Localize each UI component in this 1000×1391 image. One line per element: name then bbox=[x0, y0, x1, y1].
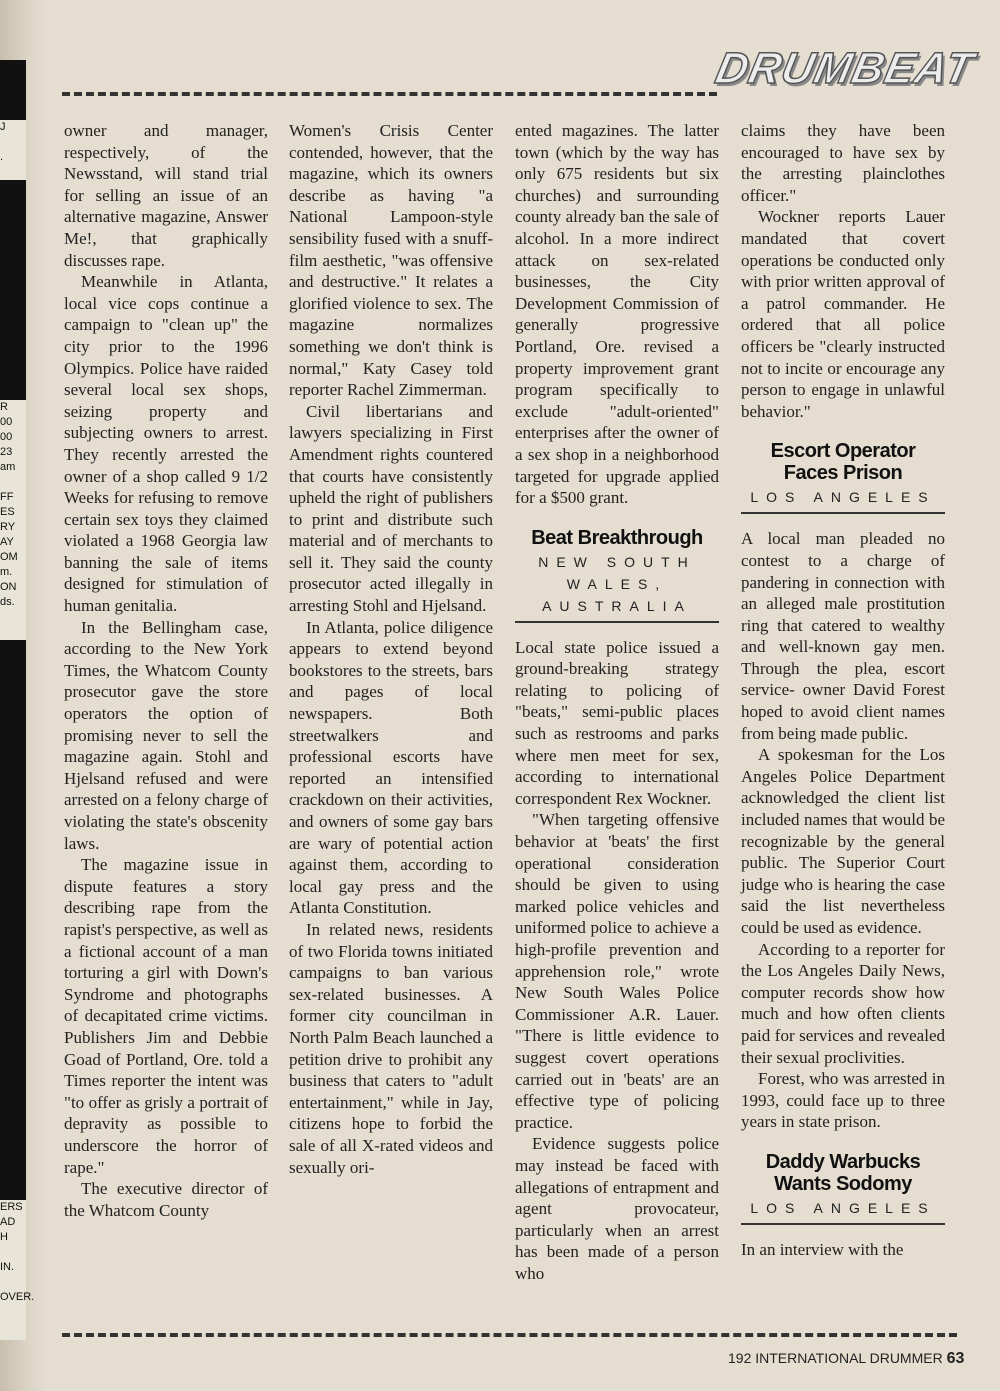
paragraph: A spokesman for the Los Angeles Police Department acknowledged the client list included names that would be recognizable by the general public. The Superior Court judge who is hearing the case said the list nevertheless could be used as evidence. bbox=[741, 745, 945, 937]
paragraph: The executive director of the Whatcom County bbox=[64, 1179, 268, 1220]
paragraph: In an interview with the bbox=[741, 1239, 904, 1259]
paragraph: Civil libertarians and lawyers specializing in First Amendment rights countered that courts have consistently upheld the right of publishers to print and distribute such material and of merchants to sell it. They said the county prosecutor acted illegally in arresting Stohl and Hjelsand. bbox=[289, 401, 493, 616]
drumbeat-logo: DRUMBEAT bbox=[711, 44, 979, 93]
footer-dashed-rule bbox=[62, 1333, 957, 1337]
paragraph: owner and manager, respectively, of the Newsstand, will stand trial for selling an issue of an alternative magazine, Answer Me!, that graphically discusses rape. bbox=[64, 121, 268, 270]
section-rule bbox=[741, 1223, 945, 1225]
adjacent-page-fragment-mid: R 00 00 23 am FF ES RY AY OM m. ON ds. bbox=[0, 400, 26, 640]
paragraph: Local state police issued a ground-breaking strategy relating to policing of "beats," semi-public places such as restrooms and parks where men meet for sex, according to international correspondent Rex Wockner. bbox=[515, 637, 719, 808]
paragraph: ented magazines. The latter town (which by the way has only 675 residents but six churches) and surrounding county already ban the sale of alcohol. In a more indirect attack on sex-related businesses, the City Development Commission of generally progressive Portland, Ore. revised a property improvement grant program specifically to exclude "adult-oriented" enterprises after the owner of a sex shop in a neighborhood targeted for upgrade applied for a $500 grant. bbox=[515, 121, 719, 508]
paragraph: Wockner reports Lauer mandated that covert operations be conducted only with prior written approval of a patrol commander. He ordered that all police officers be "clearly instructed not to incite or encourage any person to engage in unlawful behavior." bbox=[741, 207, 945, 421]
paragraph: In the Bellingham case, according to the New York Times, the Whatcom County prosecutor gave the store operators the option of promising never to sell the magazine again. Stohl and Hjelsand refused and were arrested on a felony charge of violating the state's obscenity laws. bbox=[64, 617, 268, 853]
section-heading bbox=[741, 1151, 945, 1225]
paragraph: In Atlanta, police diligence appears to extend beyond bookstores to the streets, bars and pages of local newspapers. Both streetwalkers and professional escorts have reported an intensified crackdown on their activities, and owners of some gay bars are wary of potential action against them, according to local gay press and the Atlanta Constitution. bbox=[289, 617, 493, 918]
section-dateline: LOS ANGELES bbox=[750, 489, 936, 506]
section-dateline: NEW SOUTH WALES, AUSTRALIA bbox=[538, 553, 696, 614]
paragraph: According to a reporter for the Los Angeles Daily News, computer records show how much and how often clients paid for services and revealed their sexual proclivities. bbox=[741, 939, 945, 1067]
section-title: Beat Breakthrough bbox=[531, 526, 703, 549]
section-dateline: LOS ANGELES bbox=[750, 1199, 936, 1216]
section-rule bbox=[515, 621, 719, 623]
footer-issue: 192 INTERNATIONAL DRUMMER bbox=[728, 1350, 943, 1366]
paragraph: The magazine issue in dispute features a story describing rape from the rapist's perspective, as well as a fictional account of a man torturing a girl with Down's Syndrome and photographs of decapitated crime victims. Publishers Jim and Debbie Goad of Portland, Ore. told a Times reporter the intent was "to offer as grisly a portrait of depravity as possible to underscore the horror of rape." bbox=[64, 855, 268, 1177]
paragraph: claims they have been encouraged to have sex by the arresting plainclothes officer." bbox=[741, 121, 945, 205]
paragraph: A local man pleaded no contest to a charge of pandering in connection with an alleged male prostitution ring that catered to wealthy and well-known gay men. Through the plea, escort service- owner David Forest hoped to avoid client names from being made public. bbox=[741, 529, 945, 743]
article-column-1 bbox=[64, 120, 268, 1221]
paragraph: Meanwhile in Atlanta, local vice cops continue a campaign to "clean up" the city prior to the 1996 Olympics. Police have raided several local sex shops, seizing property and subjecting owners to arrest. They recently arrested the owner of a shop called 9 1/2 Weeks for refusing to remove certain sex toys they claimed violated a 1968 Georgia law banning the sale of items designed for stimulation of human genitalia. bbox=[64, 272, 268, 616]
article-column-2 bbox=[289, 120, 493, 1178]
page-number: 63 bbox=[946, 1350, 965, 1367]
article-column-4 bbox=[741, 120, 945, 1261]
adjacent-page-black-bar bbox=[0, 60, 26, 1340]
section-rule bbox=[741, 512, 945, 514]
section-title: Escort Operator Faces Prison bbox=[770, 440, 916, 485]
section-heading bbox=[741, 440, 945, 514]
paragraph: Evidence suggests police may instead be faced with allegations of entrapment and agent provocateur, particularly when an arrest has been made of a person who bbox=[515, 1134, 719, 1283]
paragraph: Women's Crisis Center contended, however, that the magazine, which its owners describe as having "a National Lampoon-style sensibility fused with a snuff-film aesthetic, "was offensive and destructive." It relates a glorified violence to sex. The magazine normalizes something we don't think is normal," Katy Casey told reporter Rachel Zimmerman. bbox=[289, 121, 493, 400]
page-footer bbox=[728, 1350, 964, 1368]
paragraph: In related news, residents of two Florida towns initiated campaigns to ban various sex-related businesses. A former city councilman in North Palm Beach launched a petition drive to prohibit any business that caters to "adult entertainment," while in Jay, citizens hope to forbid the sale of all X-rated videos and sexually ori- bbox=[289, 919, 493, 1177]
adjacent-page-fragment-bottom: ERS AD H IN. OVER. bbox=[0, 1200, 26, 1340]
paragraph: "When targeting offensive behavior at 'beats' the first operational consideration should be given to using marked police vehicles and uniformed police to achieve a high-profile prevention and apprehension role," wrote New South Wales Police Commissioner A.R. Lauer. "There is little evidence to suggest covert operations carried out in 'beats' are an effective type of policing practice. bbox=[515, 810, 719, 1132]
adjacent-page-fragment-top: J . bbox=[0, 120, 26, 180]
header-dashed-rule bbox=[62, 92, 717, 96]
section-heading bbox=[515, 527, 719, 623]
section-title: Daddy Warbucks Wants Sodomy bbox=[765, 1150, 921, 1195]
paragraph: Forest, who was arrested in 1993, could face up to three years in state prison. bbox=[741, 1069, 945, 1132]
article-column-3 bbox=[515, 120, 719, 1285]
